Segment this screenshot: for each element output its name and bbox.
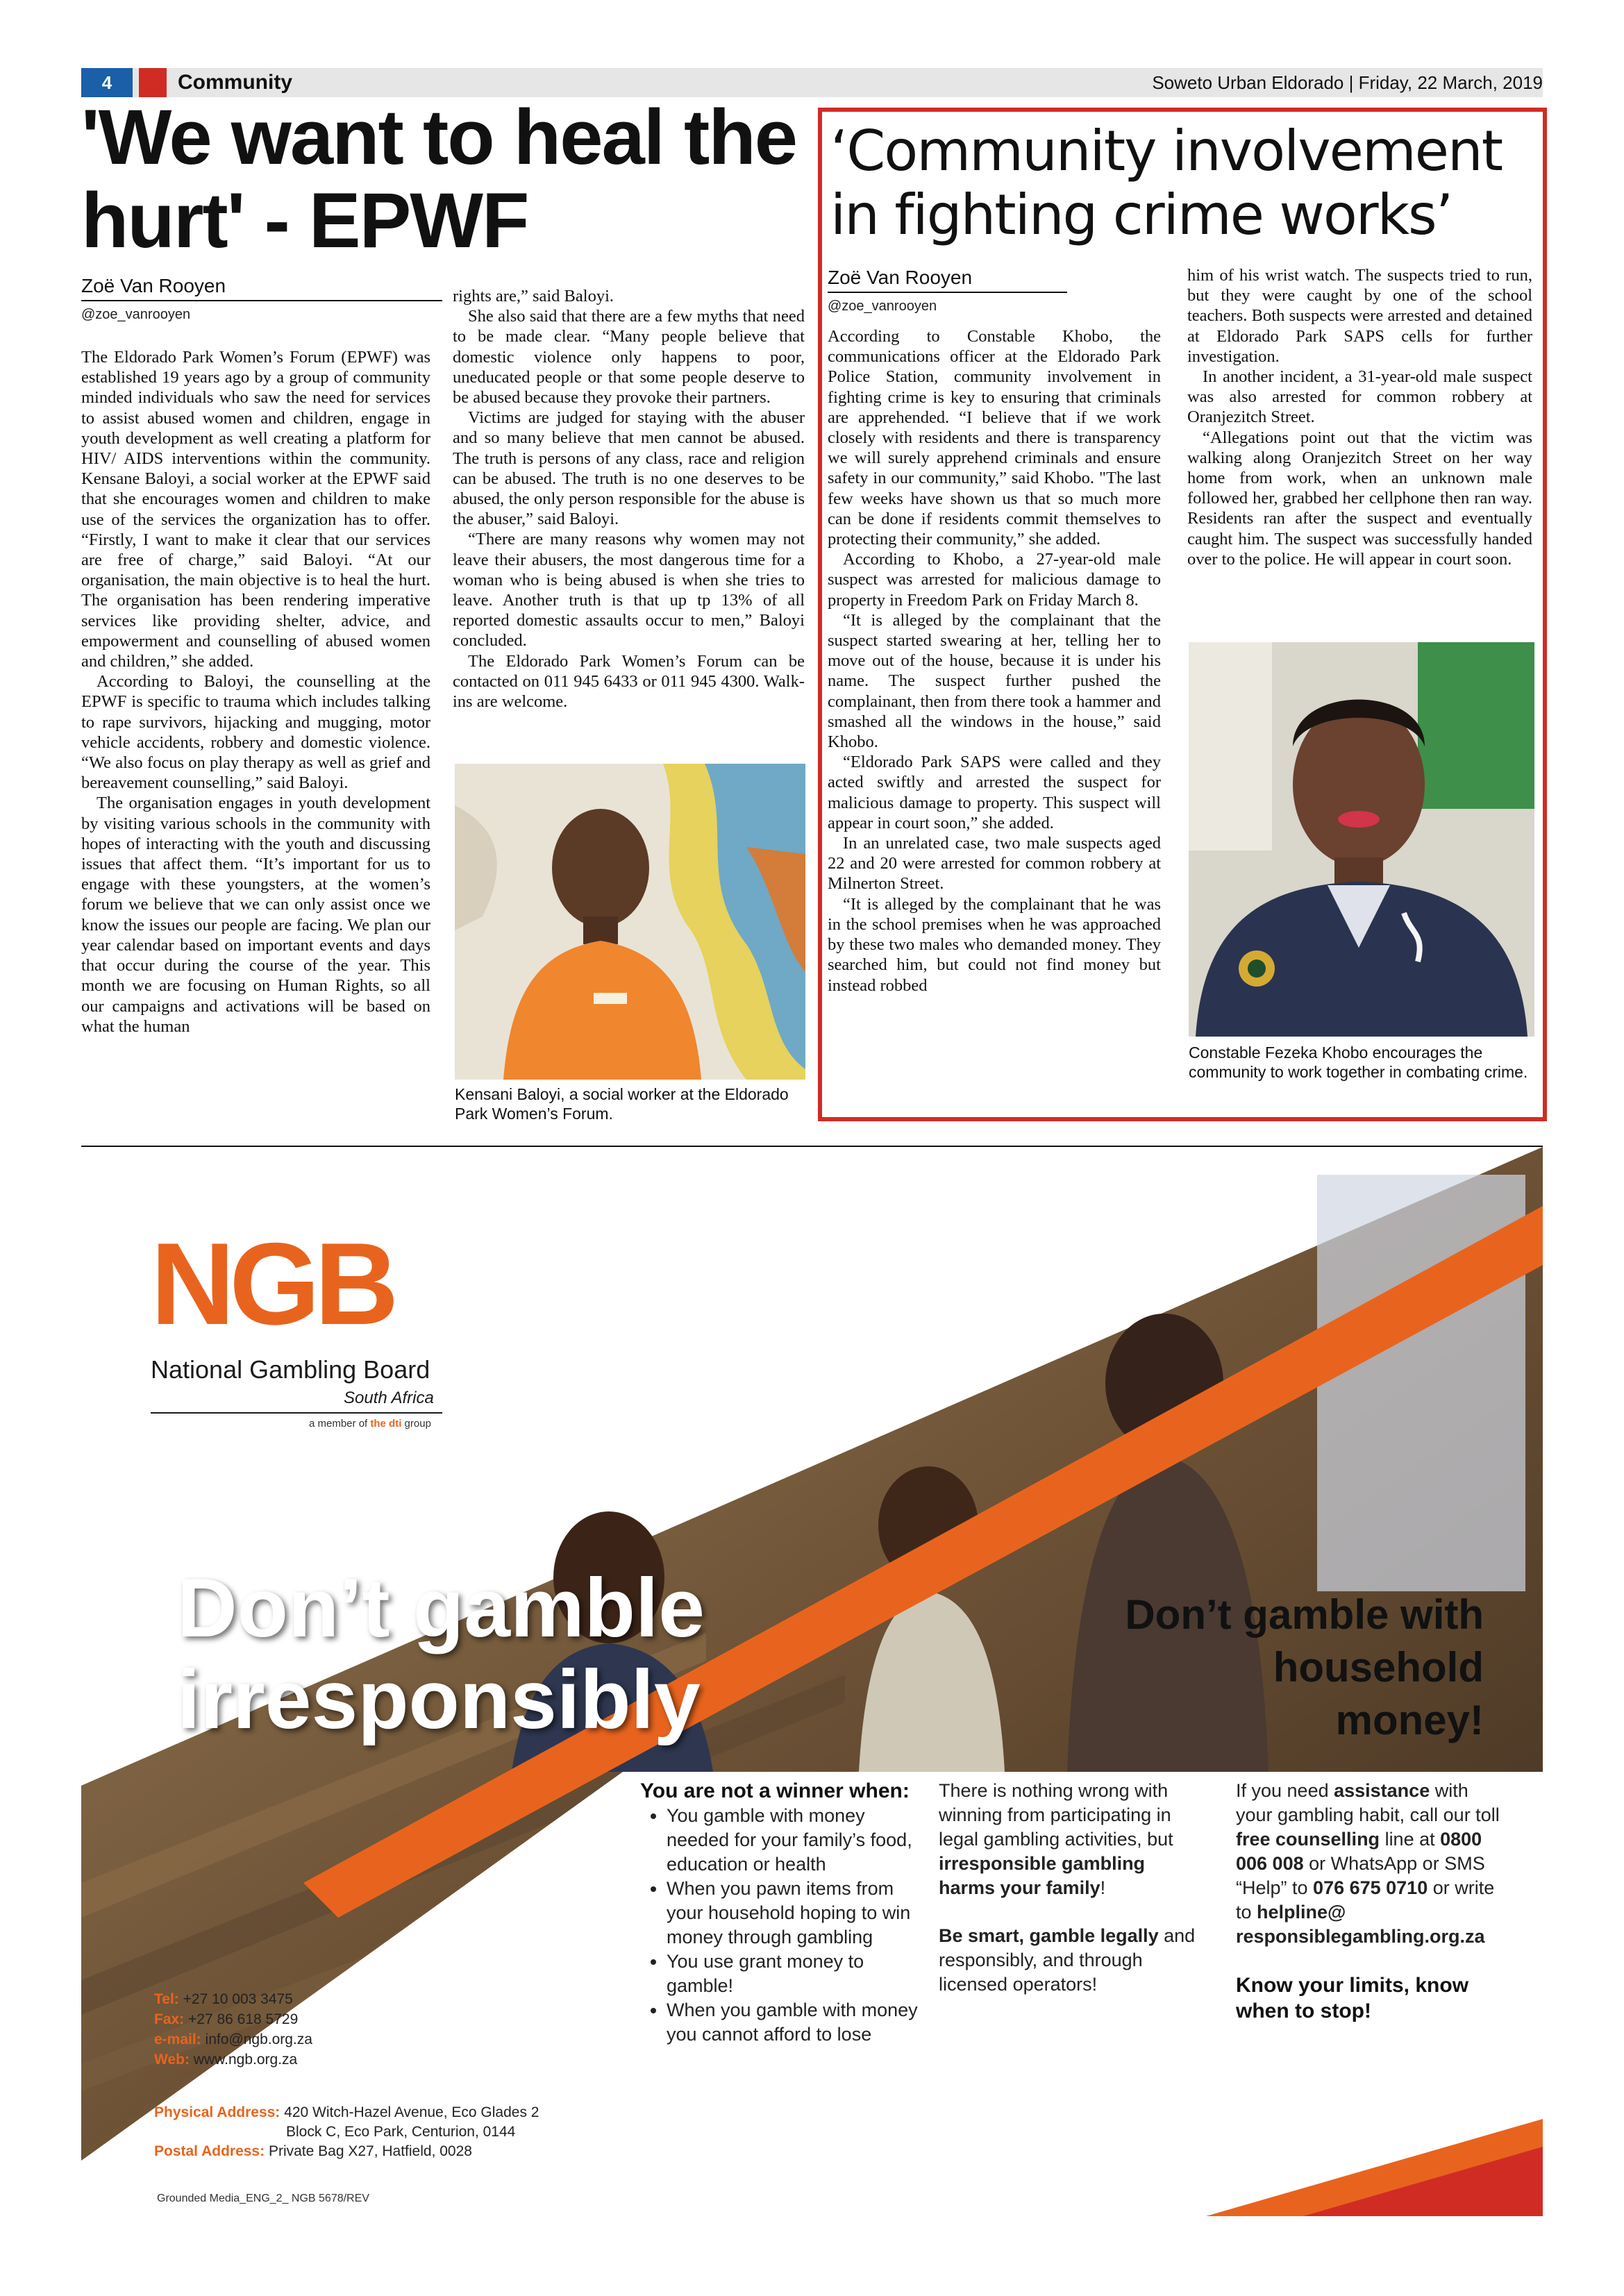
contact-tel: Tel: +27 10 003 3475 (154, 1991, 293, 2007)
dti-member-line: a member of the dti group (309, 1418, 431, 1430)
article1-author: Zoë Van Rooyen (81, 275, 226, 296)
not-a-winner-list (640, 1804, 918, 2047)
section-color-marker (139, 68, 167, 97)
paragraph: “Allegations point out that the victim was walking along Oranjezitch Street on her way home from work, when an unknown male followed her, grabbed her cellphone then ran way. Residents ran after the suspect and eventually caught him. The suspect was successfully handed over to the police. He will appear in court soon. (1187, 428, 1532, 569)
paragraph: The Eldorado Park Women’s Forum (EPWF) was established 19 years ago by a group of community minded individuals who saw the need for services to assist abused women and children, engage in youth development as well creating a platform for HIV/ AIDS interventions within the community. Kensane Baloyi, a social worker at the EPWF said that she encourages women and children to make use of the services the organization has to offer. “Firstly, I want to make it clear that our services are free of charge,” said Baloyi. “At our organisation, the main objective is to heal the hurt. The organisation has been rendering imperative services like providing shelter, advice, and empowerment and counselling of abused women and children,” she added. (81, 348, 430, 671)
paragraph: “It is alleged by the complainant that the suspect started swearing at her, telling her to move out of the house, because it is under his name. The suspect further pushed the complainant, then from there took a hammer and smashed all the windows in the house,” said Khobo. (828, 610, 1161, 752)
article2-photo-caption: Constable Fezeka Khobo encourages the community to work together in combating crime. (1189, 1044, 1528, 1081)
postal-address: Postal Address: Private Bag X27, Hatfield, 0028 (154, 2143, 472, 2159)
publication-dateline: Soweto Urban Eldorado | Friday, 22 March, 2019 (1152, 72, 1543, 93)
article1-headline: 'We want to heal the hurt' - EPWF (81, 94, 797, 264)
not-a-winner-title: You are not a winner when: (640, 1779, 910, 1802)
logo-rule (151, 1412, 442, 1414)
list-item: • When you gamble with money you cannot afford to lose (667, 1998, 918, 2047)
paragraph: rights are,” said Baloyi. (453, 287, 614, 305)
article2-column-2 (1187, 265, 1532, 569)
article2-byline-rule (828, 292, 1067, 293)
page-number: 4 (81, 68, 133, 97)
kensani-baloyi-photo (455, 764, 805, 1080)
paragraph: According to Khobo, a 27-year-old male suspect was arrested for malicious damage to property in Freedom Park on Friday March 8. (828, 550, 1161, 610)
article1-column-2 (453, 286, 805, 712)
constable-khobo-photo (1189, 642, 1534, 1037)
article2-column-1 (828, 326, 1161, 996)
paragraph: “There are many reasons why women may not leave their abusers, the most dangerous time for a woman who is being abused is when she tries to leave. Another truth is that up tp 13% of all reported domestic assaults occur to men,” Baloyi concluded. (453, 530, 805, 651)
paragraph: “Eldorado Park SAPS were called and they acted swiftly and arrested the suspect for malicious damage to property. This suspect will appear in court soon,” she added. (828, 753, 1161, 832)
ad-production-footnote: Grounded Media_ENG_2_ NGB 5678/REV (157, 2193, 369, 2204)
paragraph: In another incident, a 31-year-old male suspect was also arrested for common robbery at Oranjezitch Street. (1187, 367, 1532, 427)
gamble-legally-block: There is nothing wrong with winning from participating in legal gambling activities, but irresponsible gambling harms your family! Be smart, gamble legally and responsibly, and through licensed operators! (939, 1780, 1196, 1995)
list-item: • When you pawn items from your household hoping to win money through gambling (667, 1877, 918, 1950)
ngb-advertisement (81, 1147, 1543, 2216)
know-your-limits: Know your limits, know when to stop! (1236, 1974, 1469, 2022)
paragraph: The Eldorado Park Women’s Forum can be contacted on 011 945 6433 or 011 945 4300. Walk-ins are welcome. (453, 651, 805, 712)
section-label: Community (178, 71, 292, 94)
article1-column-1 (81, 347, 430, 1037)
article1-photo-caption: Kensani Baloyi, a social worker at the Eldorado Park Women’s Forum. (455, 1085, 789, 1123)
ngb-contact-list (154, 1989, 312, 2070)
ad-headline-right: Don’t gamble with household money! (1125, 1591, 1484, 1743)
paragraph: Victims are judged for staying with the abuser and so many believe that men cannot be abused. The truth is persons of any class, race and religion can be abused. The truth is no one deserves to be abused, the only person responsible for the abuse is the abuser,” said Baloyi. (453, 408, 805, 529)
physical-address: Physical Address: 420 Witch-Hazel Avenue, Eco Glades 2 (154, 2104, 539, 2120)
contact-fax: Fax: +27 86 618 5729 (154, 2011, 299, 2027)
article1-byline-rule (81, 300, 442, 301)
physical-address-line2: Block C, Eco Park, Centurion, 0144 (286, 2124, 516, 2140)
paragraph: In an unrelated case, two male suspects aged 22 and 20 were arrested for common robbery at Milnerton Street. (828, 834, 1161, 894)
not-a-winner-block (640, 1779, 918, 2047)
article2-headline: ‘Community involvement in fighting crime works’ (830, 119, 1502, 247)
ngb-addresses (154, 2103, 539, 2161)
contact-web: Web: www.ngb.org.za (154, 2052, 298, 2068)
ngb-logo-wordmark: NGB (151, 1218, 394, 1349)
contact-email: e-mail: info@ngb.org.za (154, 2031, 312, 2047)
helpline-block: If you need assistance with your gambling habit, call our toll free counselling line at 0800 006 008 or WhatsApp or SMS “Help” to 076 675 0710 or write to helpline@ responsiblegambling.org.za Know your limits, know when to stop! (1236, 1780, 1500, 2022)
list-item: • You gamble with money needed for your family’s food, education or health (667, 1804, 918, 1877)
list-item: • You use grant money to gamble! (667, 1950, 918, 1998)
article2-author: Zoë Van Rooyen (828, 267, 973, 288)
paragraph: According to Constable Khobo, the communications officer at the Eldorado Park Police Station, community involvement in fighting crime is key to ensuring that criminals are apprehended. “I believe that if we work closely with residents and there is transparency we will surely apprehend criminals and ensure safety in our community,” said Khobo. "The last few weeks have shown us that so much more can be done if residents commit themselves to protecting their community,” she added. (828, 327, 1161, 549)
article1-handle: @zoe_vanrooyen (81, 307, 191, 322)
paragraph: According to Baloyi, the counselling at the EPWF is specific to trauma which includes talking to rape survivors, hijacking and mugging, motor vehicle accidents, robbery and domestic violence. “We also focus on play therapy as well as grief and bereavement counselling,” said Baloyi. (81, 672, 430, 793)
article2-handle: @zoe_vanrooyen (828, 299, 937, 314)
paragraph: The organisation engages in youth development by visiting various schools in the community with hopes of interacting with the youth and discussing issues that affect them. “It’s important for us to engage with these youngsters, at the women’s forum we believe that we can only assist once we know the issues our people are facing. We plan our year calendar based on important events and days that occur during the course of the year. This month we are focusing on Human Rights, so all our campaigns and activations will be based on what the human (81, 794, 430, 1036)
paragraph: “It is alleged by the complainant that he was in the school premises when he was approached by these two males who demanded money. They searched him, but could not find money but instead robbed (828, 894, 1161, 995)
ngb-org-country: South Africa (344, 1389, 434, 1407)
ad-headline-left: Don’t gamble irresponsibly (177, 1561, 705, 1746)
paragraph: She also said that there are a few myths that need to be made clear. “Many people believe that domestic violence only happens to poor, uneducated people or that some people deserve to be abused because they provoke their partners. (453, 307, 805, 408)
ngb-org-name: National Gambling Board (151, 1355, 430, 1384)
paragraph: him of his wrist watch. The suspects tried to run, but they were caught by one of the school teachers. Both suspects were arrested and detained at Eldorado Park SAPS cells for further investigation. (1187, 266, 1532, 366)
